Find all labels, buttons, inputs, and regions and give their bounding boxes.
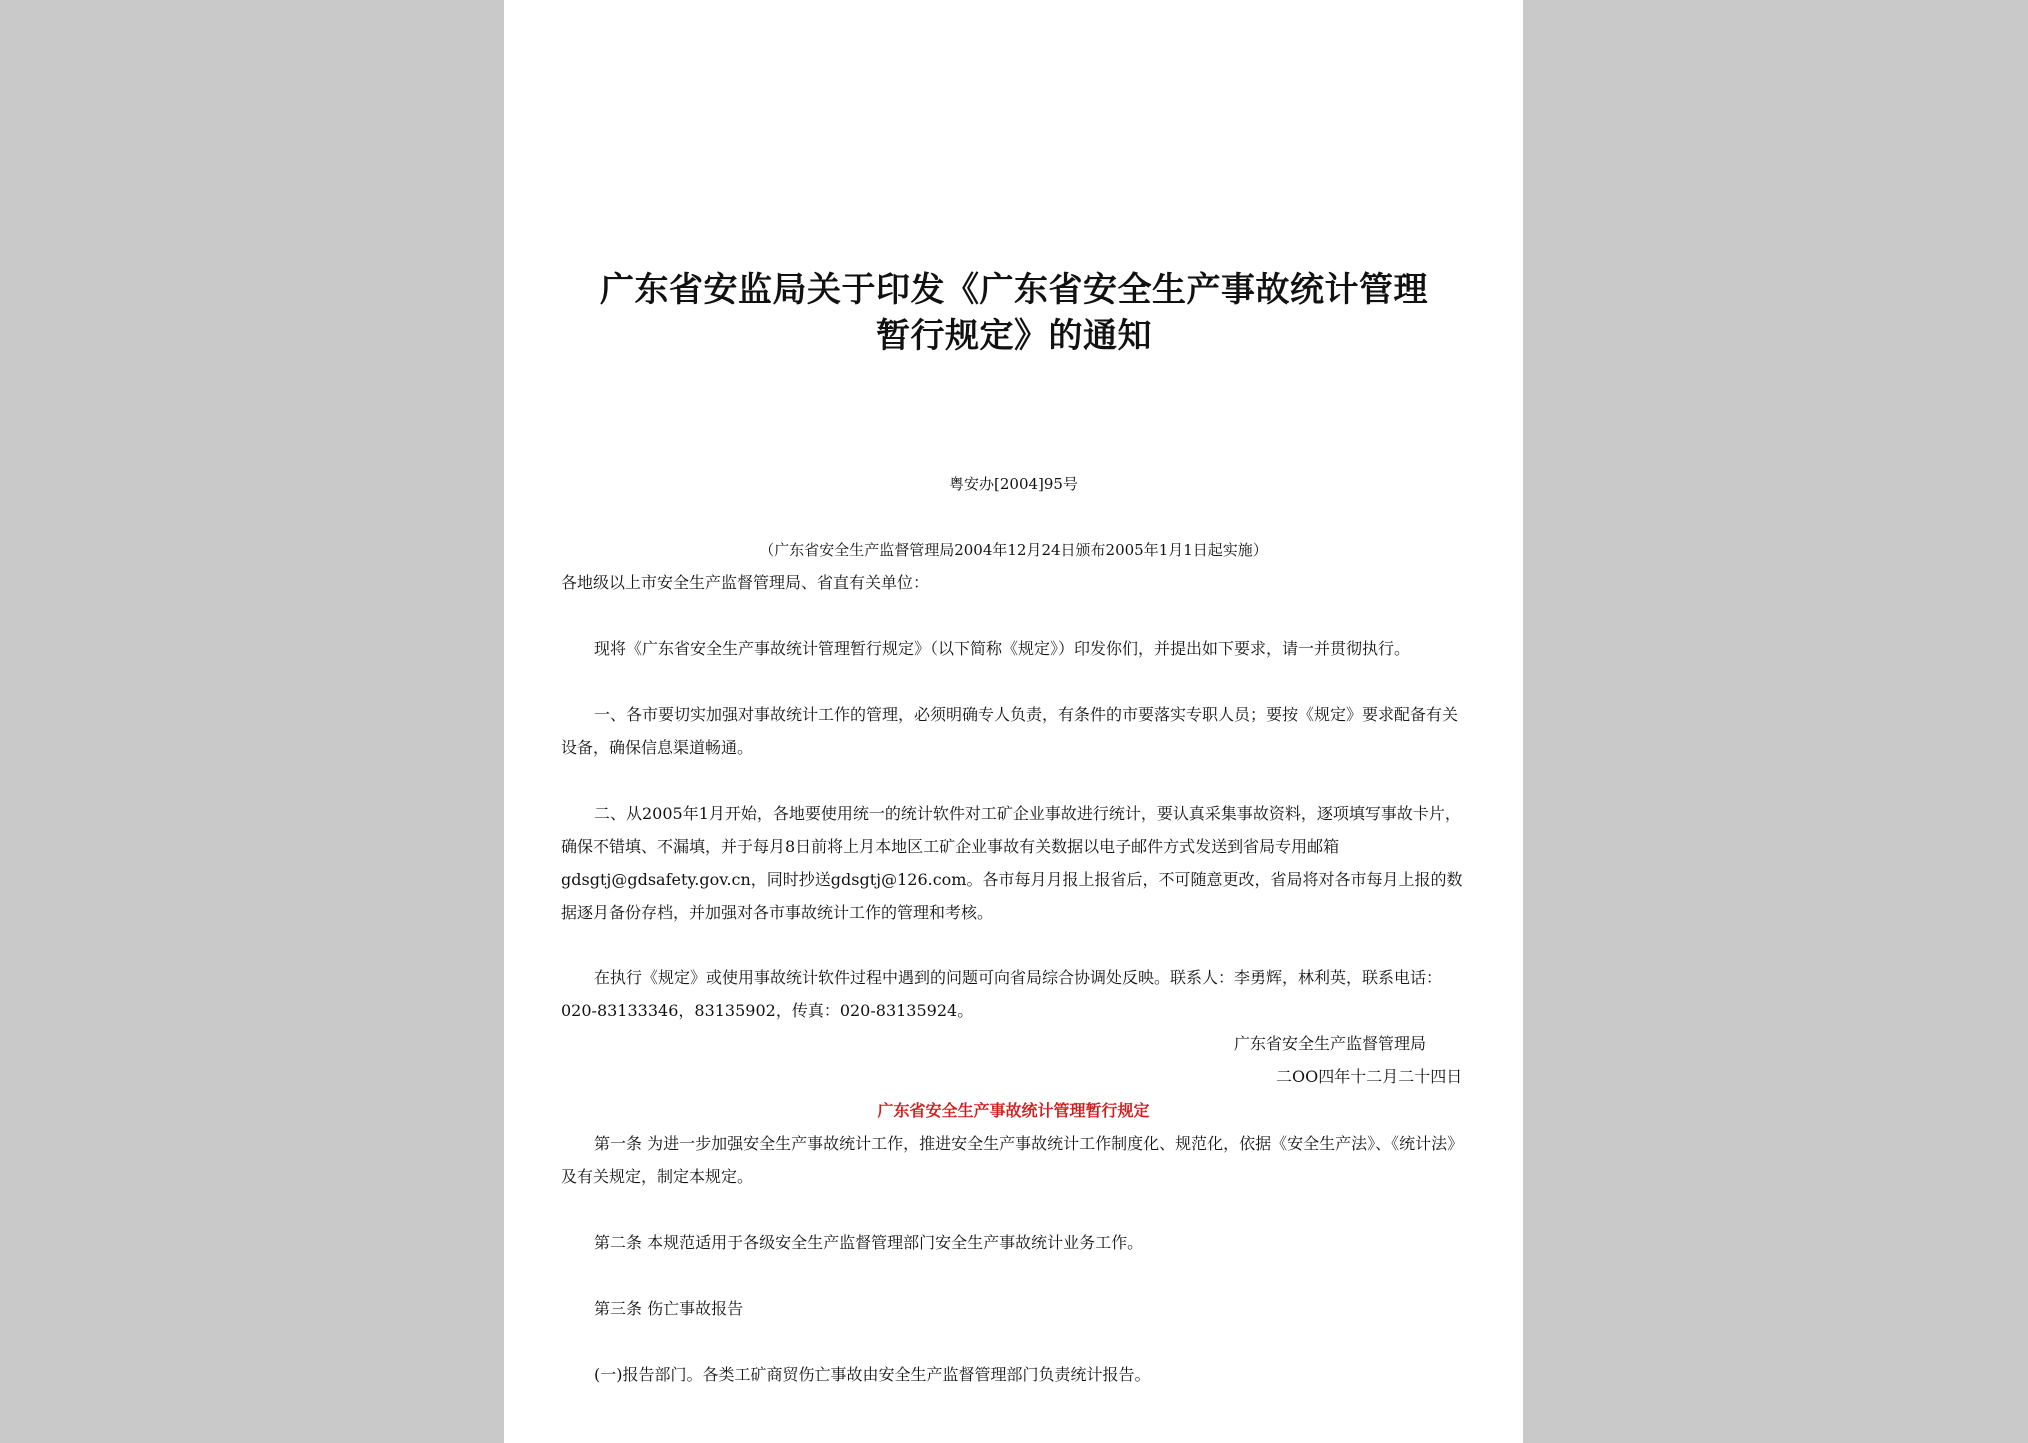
paragraph-contact: 在执行《规定》或使用事故统计软件过程中遇到的问题可向省局综合协调处反映。联系人：李勇辉，林利英，联系电话：020-83133346，83135902，传真：020-83135924。 [561, 968, 1443, 1020]
addressee: 各地级以上市安全生产监督管理局、省直有关单位： [561, 573, 930, 592]
document-number: 粤安办[2004]95号 [949, 475, 1078, 493]
regulation-title: 广东省安全生产事故统计管理暂行规定 [877, 1101, 1150, 1120]
signature-org: 广东省安全生产监督管理局 [1234, 1034, 1427, 1053]
paragraph-1: 一、各市要切实加强对事故统计工作的管理，必须明确专人负责，有条件的市要落实专职人员；要按《规定》要求配备有关设备，确保信息渠道畅通。 [561, 705, 1459, 757]
signature-date: 二OO四年十二月二十四日 [1276, 1067, 1463, 1086]
paragraph-intro: 现将《广东省安全生产事故统计管理暂行规定》（以下简称《规定》）印发你们，并提出如下要求，请一并贯彻执行。 [594, 639, 1411, 658]
issue-note: （广东省安全生产监督管理局2004年12月24日颁布2005年1月1日起实施） [759, 541, 1268, 559]
document-title-line2: 暂行规定》的通知 [876, 316, 1152, 356]
article-3-1: (一)报告部门。各类工矿商贸伤亡事故由安全生产监督管理部门负责统计报告。 [594, 1365, 1151, 1384]
paragraph-2: 二、从2005年1月开始，各地要使用统一的统计软件对工矿企业事故进行统计，要认真采集事故资料，逐项填写事故卡片，确保不错填、不漏填，并于每月8日前将上月本地区工矿企业事故有关数据以电子邮件方式发送到省局专用邮箱gdsgtj@gdsafety.gov.cn，同时抄送gdsgtj@126.com。各市每月月报上报省后，不可随意更改，省局将对各市每月上报的数据逐月备份存档，并加强对各市事故统计工作的管理和考核。 [561, 804, 1463, 922]
document-page [504, 0, 1523, 1443]
article-2: 第二条 本规范适用于各级安全生产监督管理部门安全生产事故统计业务工作。 [594, 1233, 1144, 1252]
article-1: 第一条 为进一步加强安全生产事故统计工作，推进安全生产事故统计工作制度化、规范化，依据《安全生产法》、《统计法》及有关规定，制定本规定。 [561, 1134, 1464, 1186]
document-title-line1: 广东省安监局关于印发《广东省安全生产事故统计管理 [600, 270, 1428, 310]
article-3: 第三条 伤亡事故报告 [594, 1299, 744, 1318]
